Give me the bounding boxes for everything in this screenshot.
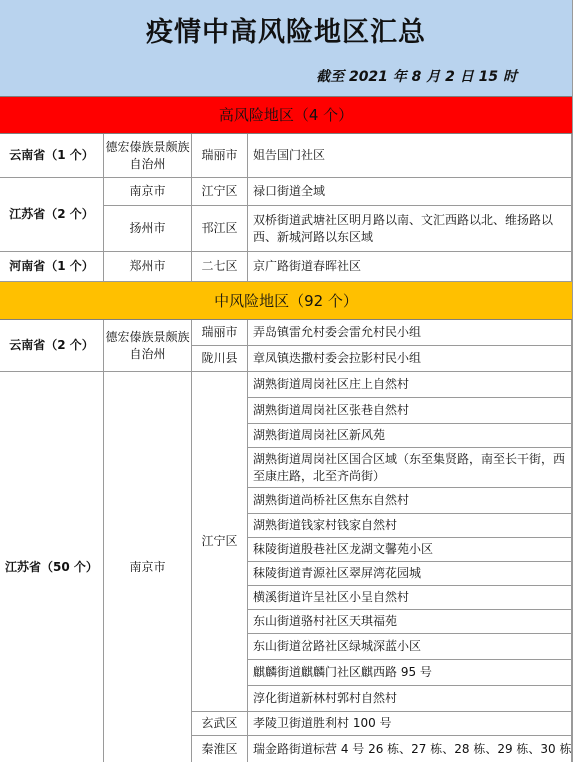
location-cell: 湖熟街道周岗社区新风苑 <box>248 424 572 448</box>
city-cell: 德宏傣族景颇族自治州 <box>104 134 192 178</box>
update-timestamp: 截至 2021 年 8 月 2 日 15 时 <box>316 69 517 85</box>
location-cell: 东山街道骆村社区天琪福苑 <box>248 610 572 634</box>
city-cell: 德宏傣族景颇族自治州 <box>104 320 192 372</box>
header-panel <box>0 0 572 97</box>
province-cell: 江苏省（50 个） <box>0 372 104 762</box>
location-cell: 秣陵街道殷巷社区龙湖文馨苑小区 <box>248 538 572 562</box>
district-cell: 邗江区 <box>192 206 248 252</box>
location-cell: 湖熟街道钱家村钱家自然村 <box>248 514 572 538</box>
district-cell: 陇川县 <box>192 346 248 372</box>
district-cell: 秦淮区 <box>192 736 248 762</box>
location-cell: 姐告国门社区 <box>248 134 572 178</box>
city-cell: 南京市 <box>104 178 192 206</box>
location-cell: 麒麟街道麒麟门社区麒西路 95 号 <box>248 660 572 686</box>
location-cell: 孝陵卫街道胜利村 100 号 <box>248 712 572 736</box>
mid-risk-band: 中风险地区（92 个） <box>0 282 572 320</box>
province-cell: 河南省（1 个） <box>0 252 104 282</box>
city-cell: 郑州市 <box>104 252 192 282</box>
location-cell: 湖熟街道周岗社区国合区域（东至集贤路，南至长干街，西至康庄路，北至齐尚街） <box>248 448 572 488</box>
location-cell: 横溪街道许呈社区小呈自然村 <box>248 586 572 610</box>
location-cell: 瑞金路街道标营 4 号 26 栋、27 栋、28 栋、29 栋、30 栋 <box>248 736 572 762</box>
district-cell: 瑞丽市 <box>192 320 248 346</box>
city-cell: 南京市 <box>104 372 192 762</box>
page-title: 疫情中高风险地区汇总 <box>146 17 426 48</box>
province-cell: 江苏省（2 个） <box>0 178 104 252</box>
location-cell: 东山街道岔路社区绿城深蓝小区 <box>248 634 572 660</box>
province-cell: 云南省（1 个） <box>0 134 104 178</box>
city-cell: 扬州市 <box>104 206 192 252</box>
district-cell: 江宁区 <box>192 372 248 712</box>
district-cell: 瑞丽市 <box>192 134 248 178</box>
location-cell: 弄岛镇雷允村委会雷允村民小组 <box>248 320 572 346</box>
location-cell: 章凤镇迭撒村委会拉影村民小组 <box>248 346 572 372</box>
location-cell: 禄口街道全域 <box>248 178 572 206</box>
location-cell: 双桥街道武塘社区明月路以南、文汇西路以北、维扬路以西、新城河路以东区域 <box>248 206 572 252</box>
district-cell: 二七区 <box>192 252 248 282</box>
location-cell: 湖熟街道周岗社区庄上自然村 <box>248 372 572 398</box>
location-cell: 湖熟街道周岗社区张巷自然村 <box>248 398 572 424</box>
location-cell: 秣陵街道青源社区翠屏湾花园城 <box>248 562 572 586</box>
location-cell: 淳化街道新林村郭村自然村 <box>248 686 572 712</box>
province-cell: 云南省（2 个） <box>0 320 104 372</box>
district-cell: 江宁区 <box>192 178 248 206</box>
high-risk-band: 高风险地区（4 个） <box>0 97 572 134</box>
district-cell: 玄武区 <box>192 712 248 736</box>
location-cell: 京广路街道春晖社区 <box>248 252 572 282</box>
location-cell: 湖熟街道尚桥社区焦东自然村 <box>248 488 572 514</box>
